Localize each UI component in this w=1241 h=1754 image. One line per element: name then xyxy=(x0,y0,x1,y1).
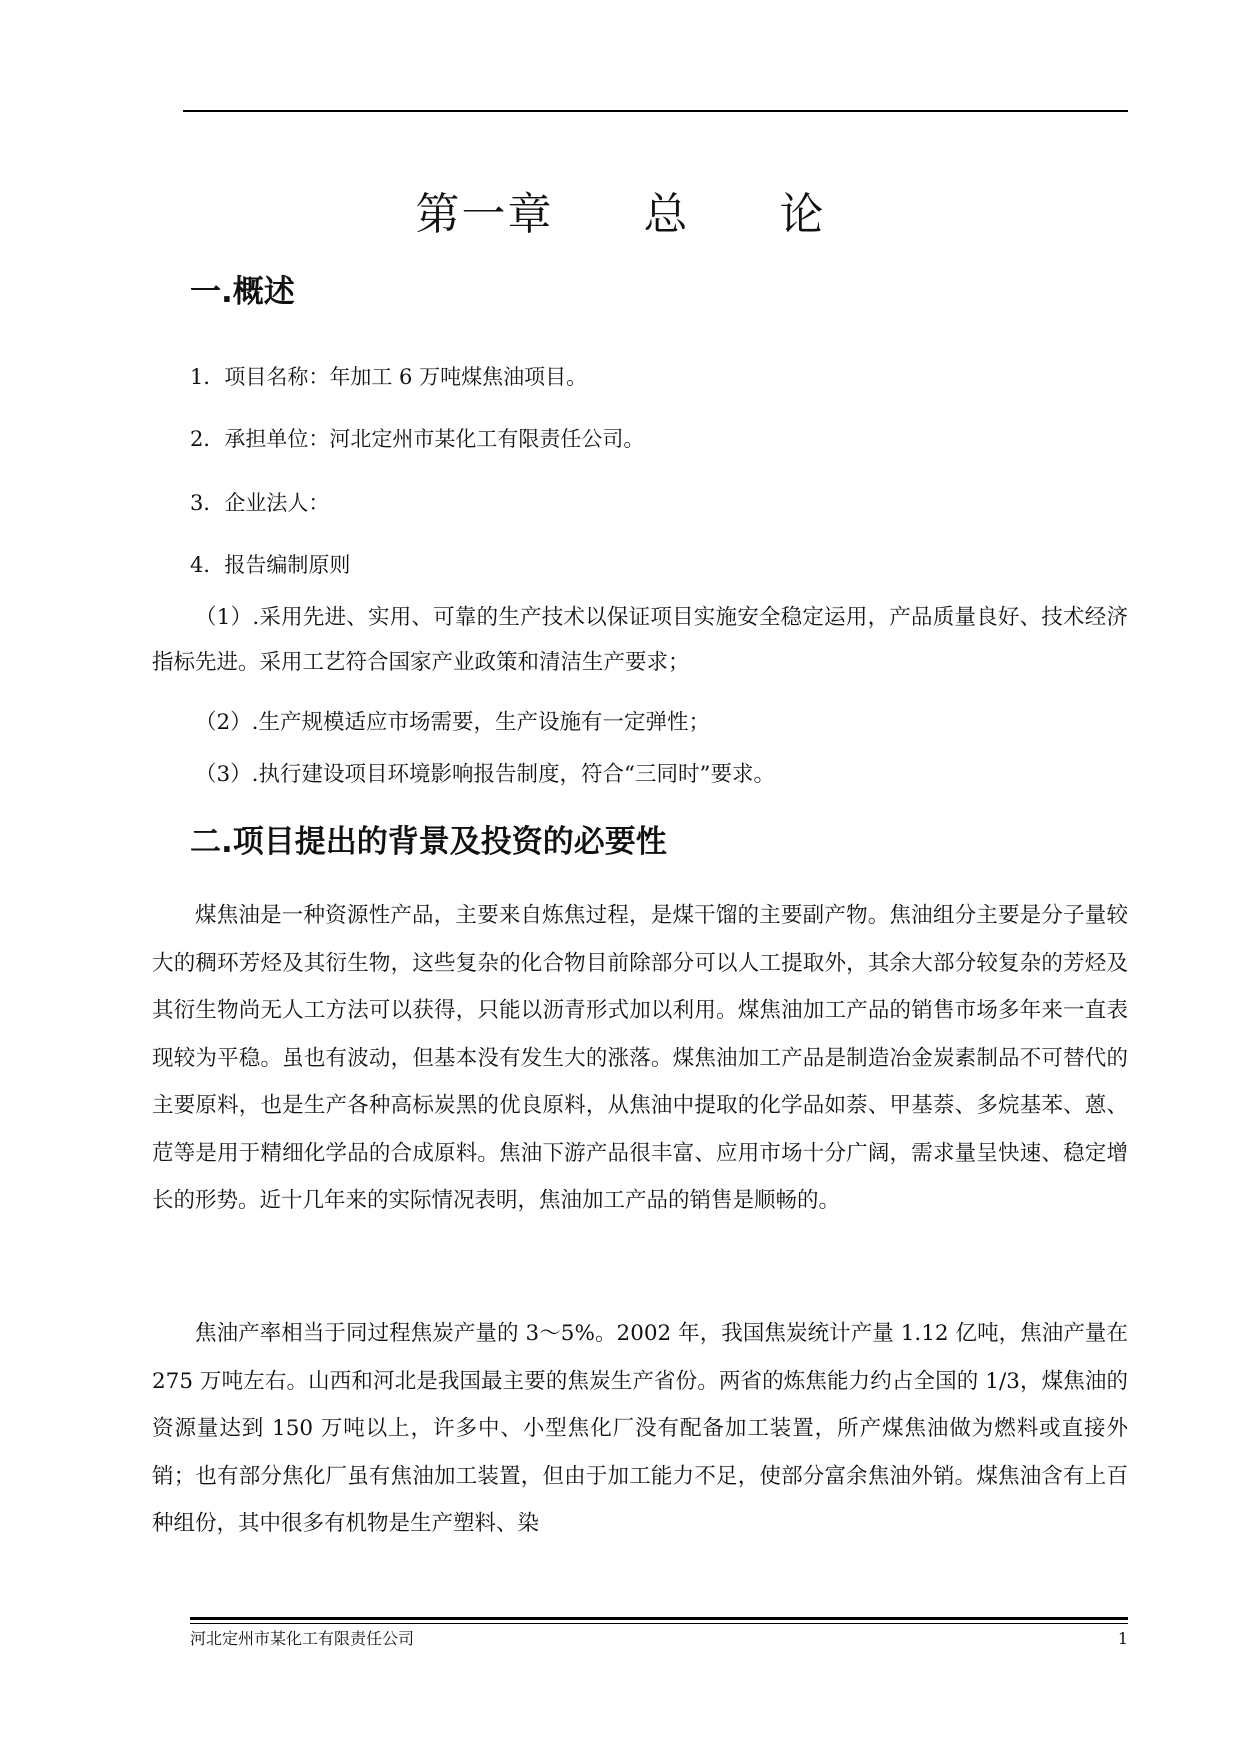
background-paragraph-1: 煤焦油是一种资源性产品，主要来自炼焦过程，是煤干馏的主要副产物。焦油组分主要是分子量较大的稠环芳烃及其衍生物，这些复杂的化合物目前除部分可以人工提取外，其余大部分较复杂的芳烃及其衍生物尚无人工方法可以获得，只能以沥青形式加以利用。煤焦油加工产品的销售市场多年来一直表现较为平稳。虽也有波动，但基本没有发生大的涨落。煤焦油加工产品是制造冶金炭素制品不可替代的主要原料，也是生产各种高标炭黑的优良原料，从焦油中提取的化学品如萘、甲基萘、多烷基苯、蒽、苊等是用于精细化学品的合成原料。焦油下游产品很丰富、应用市场十分广阔，需求量呈快速、稳定增长的形势。近十几年来的实际情况表明，焦油加工产品的销售是顺畅的。 xyxy=(152,903,1128,1213)
section-heading-overview: 一.概述 xyxy=(190,274,295,310)
chapter-number: 第一章 xyxy=(415,189,554,240)
footer-rule-thin xyxy=(190,1623,1128,1624)
overview-item-legal-person: 3．企业法人： xyxy=(190,491,330,515)
header-rule xyxy=(183,110,1128,112)
page-number: 1 xyxy=(1117,1629,1128,1648)
chapter-title xyxy=(0,185,1241,245)
principle-paragraph-1: （1）.采用先进、实用、可靠的生产技术以保证项目实施安全稳定运用，产品质量良好、技术经济指标先进。采用工艺符合国家产业政策和清洁生产要求； xyxy=(152,605,1128,675)
principle-paragraph-3: （3）.执行建设项目环境影响报告制度，符合“三同时”要求。 xyxy=(195,762,775,787)
principle-paragraph-2: （2）.生产规模适应市场需要，生产设施有一定弹性； xyxy=(195,710,711,735)
footer-company-name: 河北定州市某化工有限责任公司 xyxy=(190,1629,415,1648)
chapter-title-char-1: 总 xyxy=(643,189,690,240)
section-heading-background: 二.项目提出的背景及投资的必要性 xyxy=(190,824,667,860)
background-paragraph-2: 焦油产率相当于同过程焦炭产量的 3～5%。2002 年，我国焦炭统计产量 1.12 亿吨，焦油产量在 275 万吨左右。山西和河北是我国最主要的焦炭生产省份。两省的炼焦能力约占全国的 1/3，煤焦油的资源量达到 150 万吨以上，许多中、小型焦化厂没有配备加工装置，所产煤焦油做为燃料或直接外销；也有部分焦化厂虽有焦油加工装置，但由于加工能力不足，使部分富余焦油外销。煤焦油含有上百种组份，其中很多有机物是生产塑料、染 xyxy=(152,1321,1128,1536)
chapter-title-char-2: 论 xyxy=(779,189,826,240)
overview-item-undertaking-unit: 2．承担单位：河北定州市某化工有限责任公司。 xyxy=(190,427,645,451)
overview-item-principles: 4．报告编制原则 xyxy=(190,553,351,577)
overview-item-project-name: 1．项目名称：年加工 6 万吨煤焦油项目。 xyxy=(190,365,588,389)
footer-rule xyxy=(190,1617,1128,1620)
